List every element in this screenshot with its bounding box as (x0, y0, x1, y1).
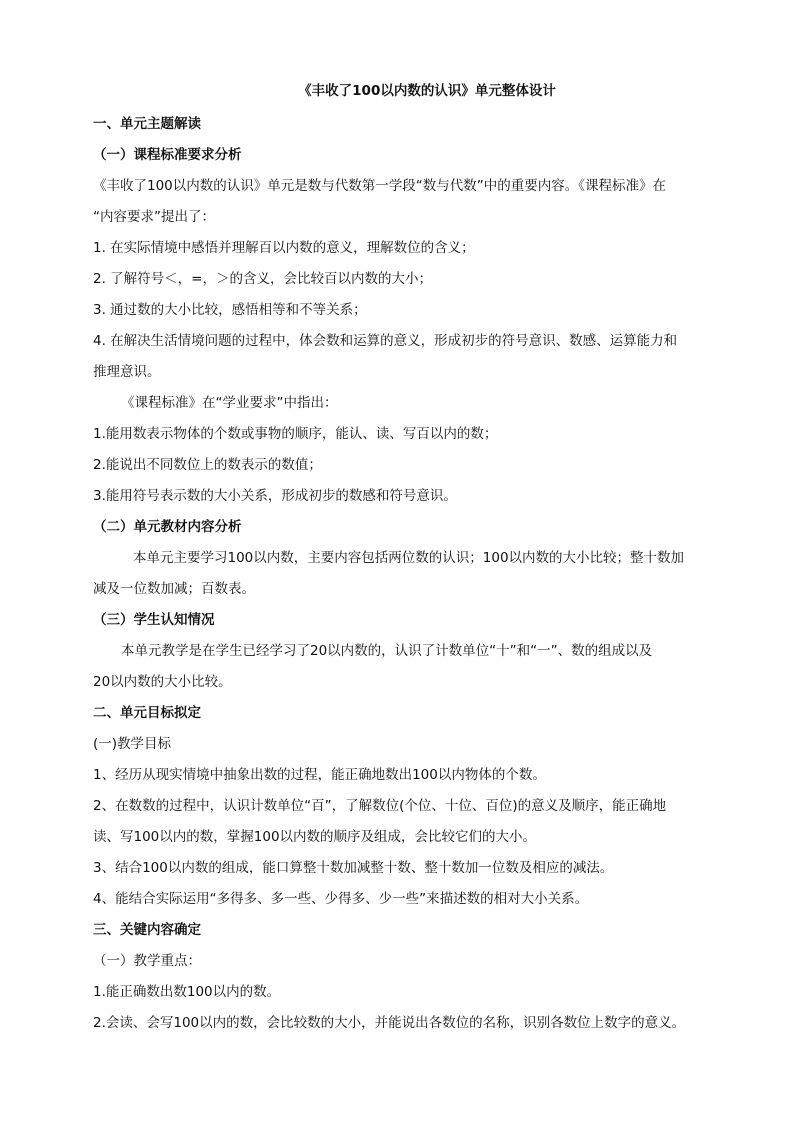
list-item: 1. 在实际情境中感悟并理解百以内数的意义，理解数位的含义； (93, 240, 475, 256)
paragraph-line: 推理意识。 (93, 364, 161, 380)
paragraph-line: “内容要求”提出了： (93, 209, 215, 225)
paragraph-line: 读、写100以内的数，掌握100以内数的顺序及组成，会比较它们的大小。 (93, 829, 537, 845)
list-item: 2. 了解符号＜，=，＞的含义，会比较百以内数的大小； (93, 271, 432, 287)
doc-title: 《丰收了100以内数的认识》单元整体设计 (298, 83, 556, 99)
list-item: 2、在数数的过程中，认识计数单位“百”，了解数位(个位、十位、百位)的意义及顺序，能正确地 (93, 798, 667, 814)
list-item: 1.能用数表示物体的个数或事物的顺序，能认、读、写百以内的数； (93, 426, 498, 442)
subsection-heading: （一）课程标准要求分析 (93, 147, 242, 163)
list-item: 2.能说出不同数位上的数表示的数值； (93, 457, 322, 473)
list-item: 2.会读、会写100以内的数，会比较数的大小，并能说出各数位的名称，识别各数位上数字的意义。 (93, 1015, 686, 1031)
section-heading: 一、单元主题解读 (93, 116, 201, 132)
paragraph-line: 减及一位数加减；百数表。 (93, 581, 255, 597)
list-item: 3. 通过数的大小比较，感悟相等和不等关系； (93, 302, 367, 318)
list-item: 4、能结合实际运用“多得多、多一些、少得多、少一些”来描述数的相对大小关系。 (93, 891, 589, 907)
paragraph-line: 《课程标准》在“学业要求”中指出： (121, 395, 338, 411)
paragraph-line: 《丰收了100以内数的认识》单元是数与代数第一学段“数与代数”中的重要内容。《课程标准》在 (93, 178, 667, 194)
list-item: 3.能用符号表示数的大小关系，形成初步的数感和符号意识。 (93, 488, 457, 504)
paragraph-line: 本单元主要学习100以内数，主要内容包括两位数的认识；100以内数的大小比较；整十数加 (133, 550, 685, 566)
subsection-heading: （三）学生认知情况 (93, 612, 215, 628)
list-item: 3、结合100以内数的组成，能口算整十数加减整十数、整十数加一位数及相应的减法。 (93, 860, 614, 876)
list-item: 1、经历从现实情境中抽象出数的过程，能正确地数出100以内物体的个数。 (93, 767, 546, 783)
subsection-heading: （一）教学重点： (93, 953, 201, 969)
section-heading: 二、单元目标拟定 (93, 705, 201, 721)
subsection-heading: （二）单元教材内容分析 (93, 519, 242, 535)
list-item: 4. 在解决生活情境问题的过程中，体会数和运算的意义，形成初步的符号意识、数感、运算能力和 (93, 333, 678, 349)
paragraph-line: 20以内数的大小比较。 (93, 674, 232, 690)
subsection-heading: (一)教学目标 (93, 736, 172, 752)
paragraph-line: 本单元教学是在学生已经学习了20以内数的，认识了计数单位“十”和“一”、数的组成以及 (121, 643, 653, 659)
list-item: 1.能正确数出数100以内的数。 (93, 984, 281, 1000)
section-heading: 三、关键内容确定 (93, 922, 201, 938)
